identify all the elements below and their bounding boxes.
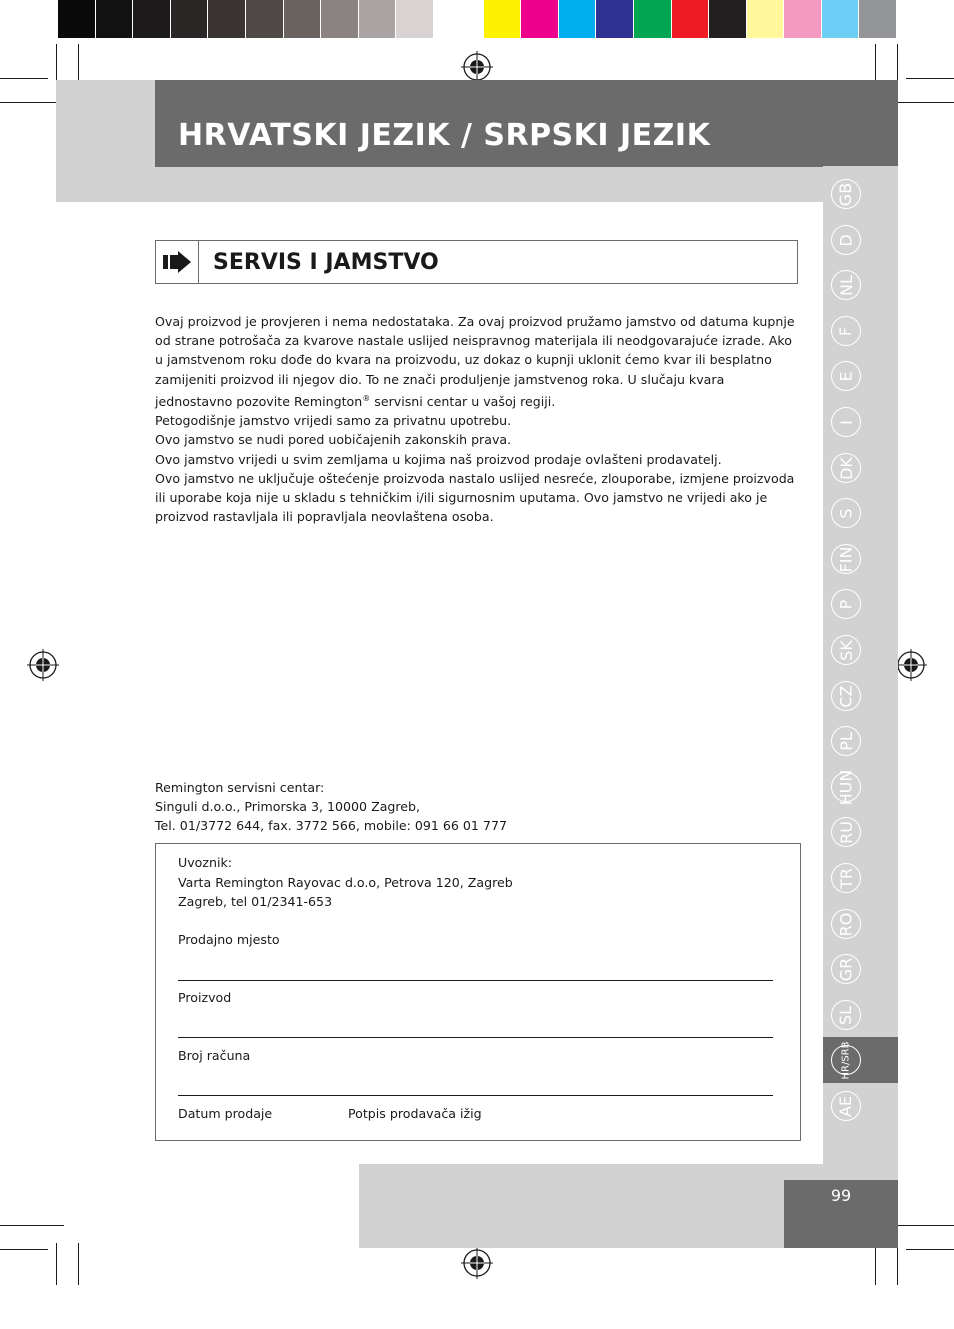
arrow-right-icon	[163, 251, 191, 273]
field-sales-place: Prodajno mjesto	[178, 932, 280, 947]
warranty-line: Petogodišnje jamstvo vrijedi samo za privatnu upotrebu.	[155, 413, 512, 429]
color-swatch	[96, 0, 134, 38]
fill-line	[178, 1095, 773, 1096]
color-swatch	[208, 0, 246, 38]
registered-mark: ®	[362, 393, 371, 403]
warranty-paragraph	[155, 312, 795, 411]
section-title: SERVIS I JAMSTVO	[213, 250, 439, 275]
language-tab-label: NL	[836, 274, 856, 296]
language-tab-gr[interactable]	[831, 954, 861, 984]
language-tab-tr[interactable]	[831, 863, 861, 893]
language-tab-ro[interactable]	[831, 909, 861, 939]
color-swatch	[672, 0, 710, 38]
crop-mark	[906, 78, 954, 79]
warranty-paragraph-end: servisni centar u vašoj regiji.	[370, 394, 556, 409]
service-center-address: Singuli d.o.o., Primorska 3, 10000 Zagreb,	[155, 799, 421, 815]
color-swatch	[709, 0, 747, 38]
language-tab-label: I	[836, 419, 856, 425]
service-center	[155, 778, 775, 836]
color-swatch	[859, 0, 896, 38]
field-product: Proizvod	[178, 990, 232, 1005]
registration-mark-icon	[461, 1247, 493, 1279]
registration-mark-icon	[27, 649, 59, 681]
language-tab-i[interactable]	[831, 407, 861, 437]
language-tab-label: F	[836, 326, 856, 336]
importer-label: Uvoznik:	[178, 855, 233, 870]
crop-mark	[875, 1243, 876, 1285]
crop-mark	[0, 1249, 48, 1250]
crop-mark	[0, 1225, 64, 1226]
language-tab-label: RU	[836, 820, 856, 844]
language-tab-label: GR	[836, 957, 856, 981]
language-tab-label: DK	[836, 456, 856, 480]
color-swatch	[596, 0, 634, 38]
language-tab-sl[interactable]	[831, 1000, 861, 1030]
warranty-paragraph-main: Ovaj proizvod je provjeren i nema nedostataka. Za ovaj proizvod pružamo jamstvo od datuma kupnje od strane potrošača za kvarove nastale uslijed neispravnog materijala ili neodgovarajuće izrade. Ako u jamstvenom roku dođe do kvara na proizvodu, uz dokaz o kupnji uklonit ćemo kvar ili besplatno zamijeniti proizvod ili njegov dio. To ne znači produljenje jamstvenog roka. U slučaju kvara jednostavno pozovite Remington	[155, 314, 795, 409]
language-tab-label: P	[836, 599, 856, 609]
crop-mark	[0, 78, 48, 79]
language-tab-fin[interactable]	[831, 544, 861, 574]
color-swatch	[484, 0, 522, 38]
language-tab-gb[interactable]	[831, 179, 861, 209]
field-seller-signature: Potpis prodavača ižig	[348, 1106, 482, 1121]
color-swatch	[784, 0, 822, 38]
color-swatch	[396, 0, 434, 38]
importer-address: Varta Remington Rayovac d.o.o, Petrova 120, Zagreb	[178, 875, 513, 890]
language-tab-label: GB	[836, 182, 856, 206]
language-tab-label: CZ	[836, 684, 856, 708]
language-tab-label: PL	[836, 731, 856, 751]
fill-line	[178, 1037, 773, 1038]
page-number: 99	[830, 1186, 852, 1205]
service-center-phone: Tel. 01/3772 644, fax. 3772 566, mobile: 091 66 01 777	[155, 818, 507, 834]
language-tab-label: FIN	[836, 546, 856, 572]
color-swatch	[434, 0, 472, 38]
language-tab-label: SL	[836, 1005, 856, 1025]
warranty-text	[155, 312, 795, 526]
fill-line	[178, 980, 773, 981]
crop-mark	[78, 1243, 79, 1285]
color-swatch	[321, 0, 359, 38]
section-arrow-cell	[155, 240, 199, 284]
crop-mark	[897, 1243, 898, 1285]
language-tab-ru[interactable]	[831, 817, 861, 847]
color-swatch	[284, 0, 322, 38]
language-tab-ae[interactable]	[831, 1091, 861, 1121]
language-tab-label: TR	[836, 867, 856, 889]
service-center-label: Remington servisni centar:	[155, 780, 325, 795]
language-tab-label: E	[836, 370, 856, 382]
registration-mark-icon	[461, 51, 493, 83]
color-calibration-bar	[58, 0, 896, 38]
language-tab-cz[interactable]	[831, 681, 861, 711]
crop-mark	[906, 1249, 954, 1250]
language-tab-pl[interactable]	[831, 726, 861, 756]
language-tab-f[interactable]	[831, 316, 861, 346]
crop-mark	[890, 102, 954, 103]
warranty-line: Ovo jamstvo vrijedi u svim zemljama u kojima naš proizvod prodaje ovlašteni prodavatelj.	[155, 451, 722, 467]
language-tab-hr-srb[interactable]	[831, 1041, 861, 1079]
language-tab-nl[interactable]	[831, 270, 861, 300]
language-tab-label: S	[836, 507, 856, 519]
registration-mark-icon	[895, 649, 927, 681]
crop-mark	[56, 1243, 57, 1285]
field-invoice-number: Broj računa	[178, 1048, 251, 1063]
language-tab-label: HUN	[836, 769, 856, 805]
warranty-line: Ovo jamstvo se nudi pored uobičajenih zakonskih prava.	[155, 432, 512, 448]
warranty-line: Ovo jamstvo ne uključuje oštećenje proizvoda nastalo uslijed nesreće, zlouporabe, izmjene proizvoda ili uporabe koja nije u skladu s tehničkim i/ili sigurnosnim uputama. Ovo jamstvo ne vrijedi ako je proizvod rastavljala ili popravljala neovlaštena osoba.	[155, 470, 795, 525]
language-tab-d[interactable]	[831, 225, 861, 255]
language-tab-e[interactable]	[831, 361, 861, 391]
color-swatch	[133, 0, 171, 38]
crop-mark	[890, 1225, 954, 1226]
color-swatch	[359, 0, 397, 38]
color-swatch	[521, 0, 559, 38]
color-swatch	[634, 0, 672, 38]
color-swatch	[58, 0, 96, 38]
page-title: HRVATSKI JEZIK / SRPSKI JEZIK	[178, 118, 711, 153]
color-swatch	[246, 0, 284, 38]
field-sale-date: Datum prodaje	[178, 1106, 273, 1121]
language-tab-label: SK	[836, 639, 856, 661]
language-tab-dk[interactable]	[831, 453, 861, 483]
language-tab-p[interactable]	[831, 589, 861, 619]
crop-mark	[0, 102, 64, 103]
language-tab-label: D	[836, 233, 856, 247]
color-swatch	[747, 0, 785, 38]
language-tab-hun[interactable]	[831, 769, 861, 805]
language-tab-sk[interactable]	[831, 635, 861, 665]
language-tab-s[interactable]	[831, 498, 861, 528]
language-tab-label: HR/SRB	[840, 1041, 852, 1079]
color-swatch	[559, 0, 597, 38]
color-swatch	[822, 0, 860, 38]
importer-phone: Zagreb, tel 01/2341-653	[178, 894, 333, 909]
color-swatch	[171, 0, 209, 38]
language-tab-label: AE	[836, 1095, 856, 1117]
language-tab-label: RO	[836, 912, 856, 936]
